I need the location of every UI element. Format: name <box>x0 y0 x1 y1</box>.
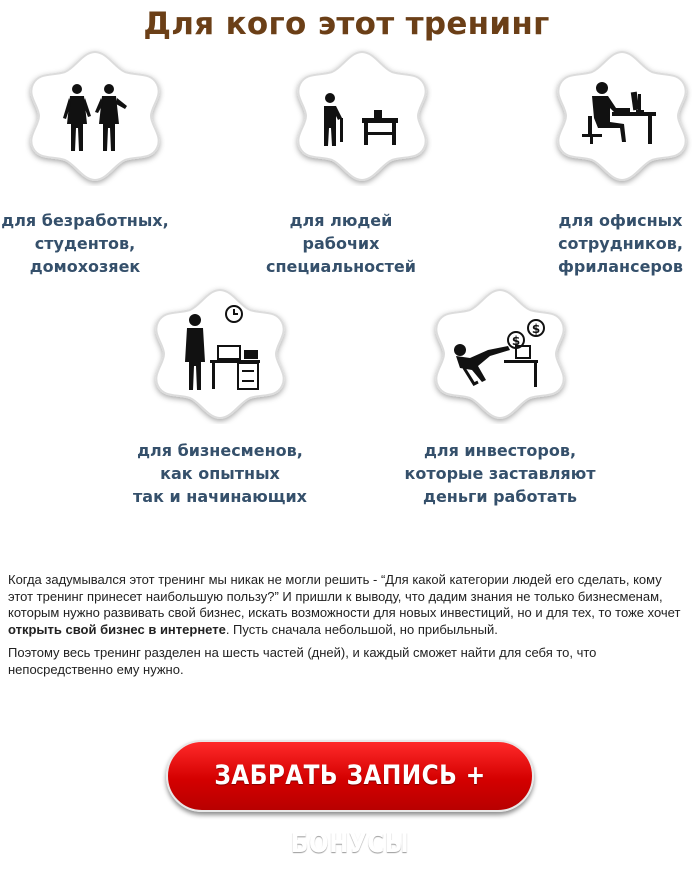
badge-businessmen <box>150 284 290 424</box>
caption-unemployed <box>0 209 170 278</box>
badge-office <box>552 46 692 186</box>
svg-text:$: $ <box>511 334 521 348</box>
caption-line: рабочих <box>302 234 380 253</box>
page-title: Для кого этот тренинг <box>143 6 550 42</box>
caption-line: специальностей <box>266 257 416 276</box>
badge-investors <box>430 284 570 424</box>
svg-text:$: $ <box>531 322 541 336</box>
badge-unemployed <box>25 46 165 186</box>
caption-line: для бизнесменов, <box>137 441 303 460</box>
caption-line: так и начинающих <box>133 487 307 506</box>
caption-line: деньги работать <box>423 487 577 506</box>
caption-investors <box>395 439 605 508</box>
badge-workers <box>292 46 432 186</box>
caption-office <box>548 209 693 278</box>
paragraph-text: Когда задумывался этот тренинг мы никак не могли решить - “Для какой категории людей его сделать, кому этот тренинг принесет наибольшую пользу?” И пришли к выводу, что дадим знания не только бизнесменам, которым нужно развивать свой бизнес, искать возможности для новых инвестиций, но и для тех, то тоже хочет <box>8 572 681 620</box>
caption-line: домохозяек <box>29 257 141 276</box>
caption-line: сотрудников, <box>558 234 683 253</box>
caption-line: которые заставляют <box>404 464 596 483</box>
caption-line: для безработных, <box>1 211 169 230</box>
caption-workers <box>266 209 416 278</box>
paragraph-intro <box>8 572 688 638</box>
paragraph-structure: Поэтому весь тренинг разделен на шесть частей (дней), и каждый сможет найти для себя то, что непосредственно ему нужно. <box>8 645 597 677</box>
caption-line: как опытных <box>160 464 280 483</box>
caption-businessmen <box>120 439 320 508</box>
paragraph-text: . Пусть сначала небольшой, но прибыльный. <box>225 621 498 637</box>
get-recording-button[interactable] <box>166 740 534 859</box>
caption-line: для людей <box>289 211 393 230</box>
caption-line: для инвесторов, <box>423 441 577 460</box>
caption-line: студентов, <box>34 234 136 253</box>
description <box>8 572 688 685</box>
caption-line: фрилансеров <box>557 257 683 276</box>
button-label: ЗАБРАТЬ ЗАПИСЬ + БОНУСЫ <box>214 760 486 859</box>
caption-line: для офисных <box>558 211 683 230</box>
paragraph-highlight: открыть свой бизнес в интернете <box>8 621 226 637</box>
